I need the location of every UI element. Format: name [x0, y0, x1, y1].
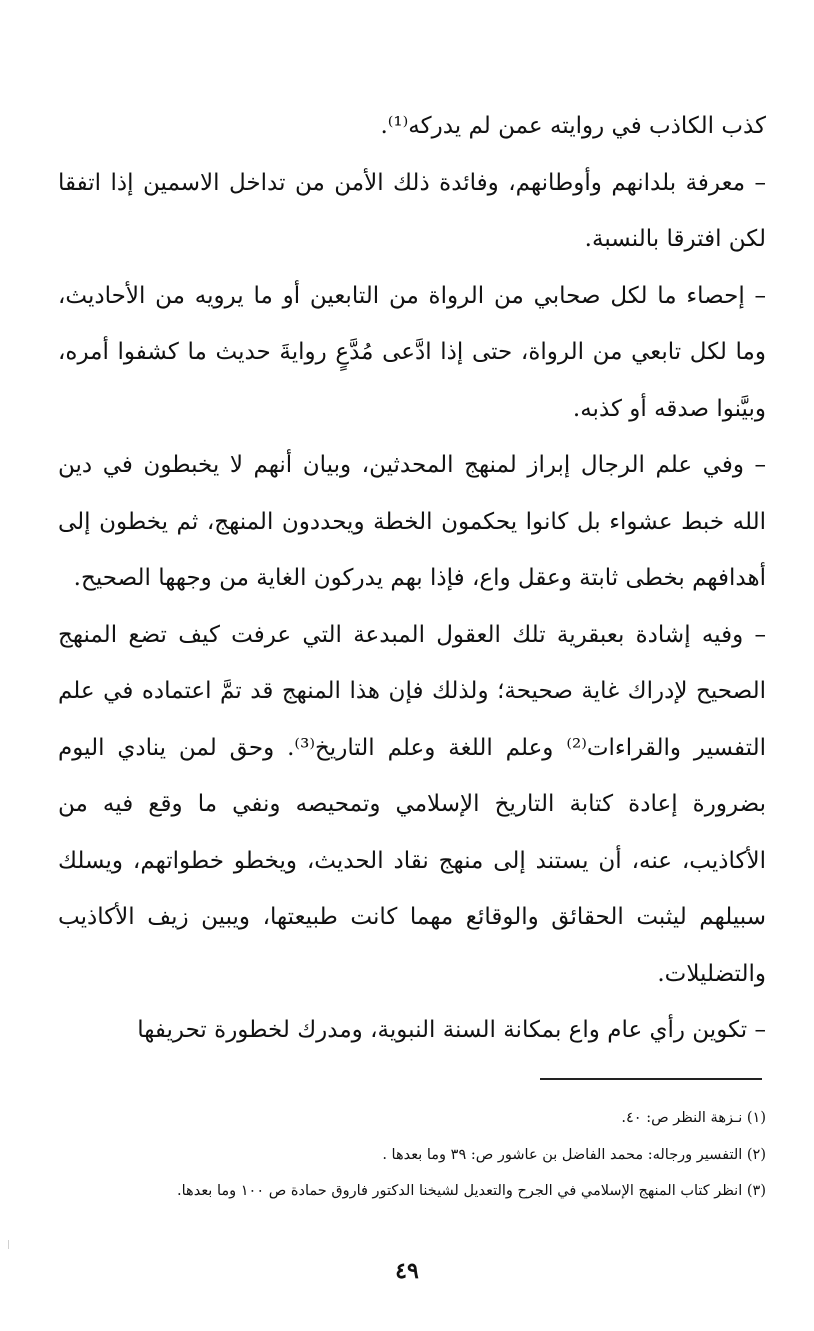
main-text — [58, 98, 766, 1059]
paragraph-hadith-methodology: – وفي علم الرجال إبراز لمنهج المحدثين، وبيان أنهم لا يخبطون في دين الله خبط عشواء بل كانوا يحكمون الخطة ويحددون المنهج، ثم يخطون إلى أهدافهم بخطى ثابتة وعقل واع، فإذا بهم يدركون الغاية من وجهها الصحيح. — [58, 452, 766, 591]
footnote-2: (٢) التفسير ورجاله: محمد الفاضل بن عاشور ص: ٣٩ وما بعدها . — [382, 1146, 766, 1163]
paragraph-genius-minds: – وفيه إشادة بعبقرية تلك العقول المبدعة التي عرفت كيف تضع المنهج الصحيح لإدراك غاية صحيحة؛ ولذلك فإن هذا المنهج قد تمَّ اعتماده في علم التفسير والقراءات⁽²⁾ وعلم اللغة وعلم التاريخ⁽³⁾. وحق لمن ينادي اليوم بضرورة إعادة كتابة التاريخ الإسلامي وتمحيصه ونفي ما وقع فيه من الأكاذيب، عنه، أن يستند إلى منهج نقاد الحديث، ويخطو خطواتهم، ويسلك سبيلهم ليثبت الحقائق والوقائع مهما كانت طبيعتها، ويبين زيف الأكاذيب والتضليلات. — [58, 621, 767, 987]
paragraph-counting-narrators: – إحصاء ما لكل صحابي من الرواة من التابعين أو ما يرويه من الأحاديث، وما لكل تابعي من الرواة، حتى إذا ادَّعى مُدَّعٍ روايةَ حديث ما كشفوا أمره، وبيَّنوا صدقه أو كذبه. — [58, 282, 766, 422]
page-number: ٤٩ — [395, 1258, 419, 1284]
footnote-1: (١) نـزهة النظر ص: ٤٠. — [621, 1110, 766, 1126]
scan-mark — [8, 1240, 9, 1249]
footnote-3: (٣) انظر كتاب المنهج الإسلامي في الجرح والتعديل لشيخنا الدكتور فاروق حمادة ص ١٠٠ وما بعدها. — [177, 1183, 766, 1199]
paragraph-continuation: كذب الكاذب في روايته عمن لم يدركه⁽¹⁾. — [380, 113, 766, 139]
paragraph-public-opinion: – تكوين رأي عام واع بمكانة السنة النبوية، ومدرك لخطورة تحريفها — [137, 1017, 766, 1043]
footnote-separator — [540, 1078, 762, 1080]
paragraph-countries: – معرفة بلدانهم وأوطانهم، وفائدة ذلك الأمن من تداخل الاسمين إذا اتفقا لكن افترقا بالنسبة. — [58, 169, 766, 252]
footnotes — [40, 1100, 766, 1210]
